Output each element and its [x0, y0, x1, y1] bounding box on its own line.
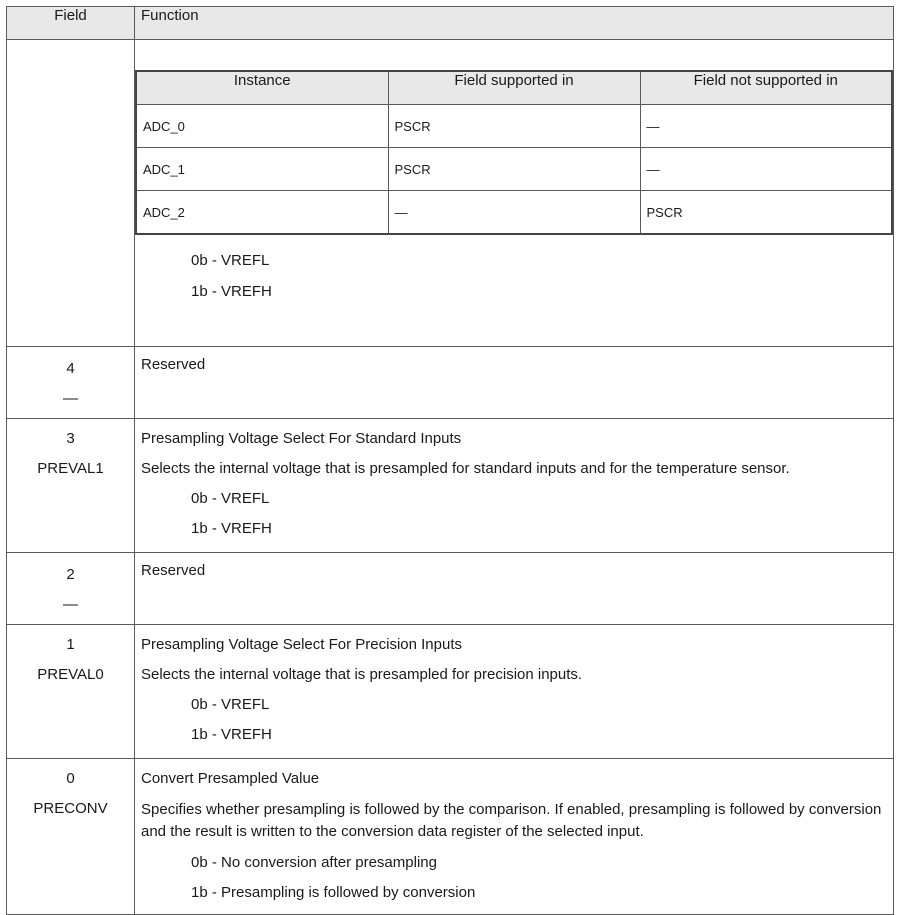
bit-number: 4	[66, 360, 75, 377]
supported-header: Field supported in	[388, 71, 640, 105]
table-row	[7, 419, 894, 553]
bit-number: 3	[66, 430, 75, 447]
header-row	[7, 7, 894, 40]
instance-row	[136, 191, 892, 235]
option-text: 0b - VREFL	[191, 252, 270, 269]
function-cell	[135, 625, 894, 759]
instance-name: ADC_2	[136, 191, 388, 235]
option-text: 1b - VREFH	[191, 726, 272, 743]
function-cell	[135, 347, 894, 419]
option-text: 1b - VREFH	[191, 520, 272, 537]
function-cell	[135, 759, 894, 915]
field-title: Presampling Voltage Select For Standard Inputs	[141, 430, 462, 447]
supported-value: PSCR	[388, 148, 640, 191]
table-row	[7, 40, 894, 347]
option-text: 1b - Presampling is followed by conversion	[191, 884, 476, 901]
field-name: —	[63, 596, 78, 613]
not-supported-header: Field not supported in	[640, 71, 892, 105]
register-field-table	[6, 6, 894, 915]
function-cell	[135, 40, 894, 347]
field-description: Selects the internal voltage that is presampled for precision inputs.	[141, 666, 583, 683]
field-column-header: Field	[7, 7, 135, 40]
function-cell	[135, 553, 894, 625]
table-row	[7, 553, 894, 625]
option-text: 0b - No conversion after presampling	[191, 854, 437, 871]
field-name: PRECONV	[33, 800, 108, 817]
bit-number: 0	[66, 770, 75, 787]
instance-support-table	[135, 70, 893, 235]
instance-header-row	[136, 71, 892, 105]
function-cell	[135, 419, 894, 553]
instance-header: Instance	[136, 71, 388, 105]
table-row	[7, 759, 894, 915]
instance-row	[136, 105, 892, 148]
field-title: Presampling Voltage Select For Precision Inputs	[141, 636, 462, 653]
field-title: Reserved	[141, 356, 206, 373]
field-cell	[7, 625, 135, 759]
function-column-header: Function	[135, 7, 894, 40]
option-text: 0b - VREFL	[191, 490, 270, 507]
table-row	[7, 625, 894, 759]
field-cell	[7, 419, 135, 553]
option-text: 1b - VREFH	[191, 283, 272, 300]
not-supported-value: PSCR	[640, 191, 892, 235]
table-row	[7, 347, 894, 419]
field-description: Selects the internal voltage that is presampled for standard inputs and for the temperature sensor.	[141, 460, 790, 477]
field-description: Specifies whether presampling is followed by the comparison. If enabled, presampling is followed by conversion and the result is written to the conversion data register of the selected input.	[141, 801, 882, 840]
not-supported-value: —	[640, 148, 892, 191]
instance-row	[136, 148, 892, 191]
field-name: PREVAL0	[37, 666, 104, 683]
field-cell	[7, 759, 135, 915]
field-title: Reserved	[141, 562, 206, 579]
bit-number: 2	[66, 566, 75, 583]
not-supported-value: —	[640, 105, 892, 148]
field-title: Convert Presampled Value	[141, 770, 320, 787]
supported-value: PSCR	[388, 105, 640, 148]
field-cell	[7, 347, 135, 419]
instance-name: ADC_1	[136, 148, 388, 191]
bit-number: 1	[66, 636, 75, 653]
option-text: 0b - VREFL	[191, 696, 270, 713]
field-cell	[7, 553, 135, 625]
field-cell-empty	[7, 40, 135, 347]
supported-value: —	[388, 191, 640, 235]
field-name: PREVAL1	[37, 460, 104, 477]
instance-name: ADC_0	[136, 105, 388, 148]
field-name: —	[63, 390, 78, 407]
